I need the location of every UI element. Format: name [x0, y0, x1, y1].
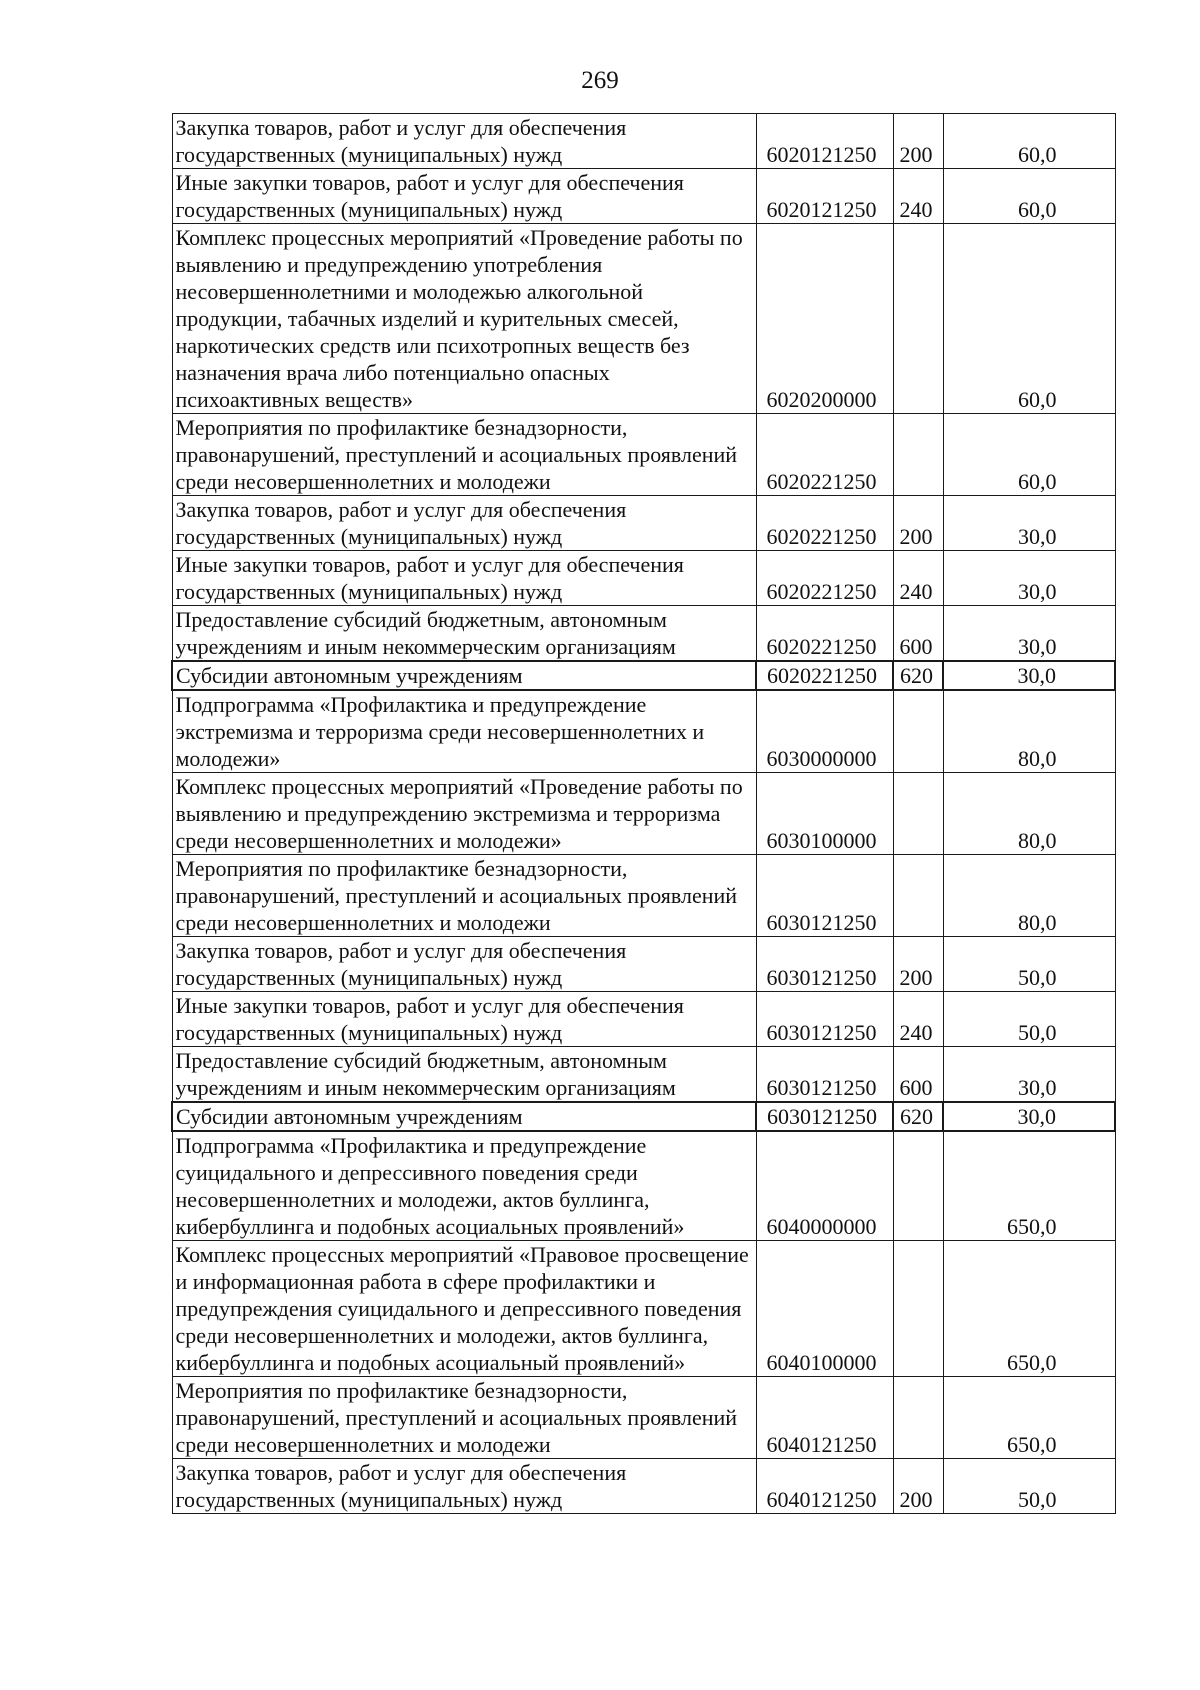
row-type: 240: [893, 169, 943, 224]
row-sum: 30,0: [943, 661, 1115, 690]
row-code: 6030121250: [756, 937, 893, 992]
table-row: [172, 690, 1115, 773]
row-sum: 30,0: [943, 606, 1115, 662]
row-sum: 60,0: [943, 224, 1115, 414]
row-name: Закупка товаров, работ и услуг для обеспечения государственных (муниципальных) нужд: [172, 1459, 756, 1514]
row-type: 200: [893, 1459, 943, 1514]
row-code: 6030121250: [756, 992, 893, 1047]
row-sum: 30,0: [943, 496, 1115, 551]
row-sum: 80,0: [943, 773, 1115, 855]
budget-table: [171, 113, 1116, 1514]
row-code: 6020121250: [756, 114, 893, 169]
row-sum: 60,0: [943, 169, 1115, 224]
row-type: [893, 1241, 943, 1377]
row-type: [893, 855, 943, 937]
table-row: [172, 937, 1115, 992]
row-type: [893, 773, 943, 855]
row-type: 600: [893, 1047, 943, 1103]
table-row: [172, 496, 1115, 551]
row-code: 6020221250: [756, 496, 893, 551]
row-sum: 60,0: [943, 114, 1115, 169]
table-row: [172, 855, 1115, 937]
row-name: Закупка товаров, работ и услуг для обеспечения государственных (муниципальных) нужд: [172, 114, 756, 169]
table-row: [172, 114, 1115, 169]
row-sum: 650,0: [943, 1241, 1115, 1377]
row-sum: 30,0: [943, 1047, 1115, 1103]
table-body: [172, 114, 1115, 1514]
table-row: [172, 224, 1115, 414]
row-name: Мероприятия по профилактике безнадзорности, правонарушений, преступлений и асоциальных проявлений среди несовершеннолетних и молодежи: [172, 1377, 756, 1459]
row-sum: 50,0: [943, 1459, 1115, 1514]
row-code: 6030121250: [756, 1047, 893, 1103]
row-sum: 650,0: [943, 1377, 1115, 1459]
row-type: 200: [893, 496, 943, 551]
table-row: [172, 992, 1115, 1047]
row-code: 6030121250: [756, 1102, 893, 1131]
row-code: 6040100000: [756, 1241, 893, 1377]
row-code: 6040000000: [756, 1131, 893, 1241]
row-type: 600: [893, 606, 943, 662]
row-type: [893, 1131, 943, 1241]
row-code: 6020200000: [756, 224, 893, 414]
row-sum: 50,0: [943, 937, 1115, 992]
row-name: Мероприятия по профилактике безнадзорности, правонарушений, преступлений и асоциальных проявлений среди несовершеннолетних и молодежи: [172, 855, 756, 937]
row-type: [893, 414, 943, 496]
row-type: 620: [893, 1102, 943, 1131]
row-type: [893, 1377, 943, 1459]
row-name: Субсидии автономным учреждениям: [172, 1102, 756, 1131]
row-type: [893, 690, 943, 773]
table-row: [172, 661, 1115, 690]
table-row: [172, 1377, 1115, 1459]
row-code: 6020221250: [756, 606, 893, 662]
row-sum: 30,0: [943, 551, 1115, 606]
table-row: [172, 1459, 1115, 1514]
row-name: Комплекс процессных мероприятий «Проведение работы по выявлению и предупреждению употребления несовершеннолетними и молодежью алкогольной продукции, табачных изделий и курительных смесей, наркотических средств или психотропных веществ без назначения врача либо потенциально опасных психоактивных веществ»: [172, 224, 756, 414]
row-code: 6030121250: [756, 855, 893, 937]
row-sum: 30,0: [943, 1102, 1115, 1131]
page-number: 269: [581, 67, 619, 94]
row-name: Закупка товаров, работ и услуг для обеспечения государственных (муниципальных) нужд: [172, 937, 756, 992]
row-name: Закупка товаров, работ и услуг для обеспечения государственных (муниципальных) нужд: [172, 496, 756, 551]
row-code: 6040121250: [756, 1377, 893, 1459]
row-code: 6020221250: [756, 661, 893, 690]
row-type: 620: [893, 661, 943, 690]
table-row: [172, 1241, 1115, 1377]
row-name: Предоставление субсидий бюджетным, автономным учреждениям и иным некоммерческим организациям: [172, 606, 756, 662]
row-code: 6040121250: [756, 1459, 893, 1514]
row-code: 6020221250: [756, 414, 893, 496]
row-type: 200: [893, 114, 943, 169]
row-code: 6030100000: [756, 773, 893, 855]
table-row: [172, 606, 1115, 662]
row-sum: 650,0: [943, 1131, 1115, 1241]
table-row: [172, 414, 1115, 496]
row-code: 6020221250: [756, 551, 893, 606]
row-type: 200: [893, 937, 943, 992]
row-name: Комплекс процессных мероприятий «Правовое просвещение и информационная работа в сфере профилактики и предупреждения суицидального и депрессивного поведения среди несовершеннолетних и молодежи, актов буллинга, кибербуллинга и подобных асоциальный проявлений»: [172, 1241, 756, 1377]
row-sum: 50,0: [943, 992, 1115, 1047]
table-row: [172, 1131, 1115, 1241]
table-row: [172, 773, 1115, 855]
table-row: [172, 1102, 1115, 1131]
row-type: 240: [893, 992, 943, 1047]
row-type: [893, 224, 943, 414]
row-type: 240: [893, 551, 943, 606]
row-name: Иные закупки товаров, работ и услуг для обеспечения государственных (муниципальных) нужд: [172, 169, 756, 224]
row-name: Иные закупки товаров, работ и услуг для обеспечения государственных (муниципальных) нужд: [172, 551, 756, 606]
row-name: Подпрограмма «Профилактика и предупреждение экстремизма и терроризма среди несовершеннолетних и молодежи»: [172, 690, 756, 773]
row-code: 6020121250: [756, 169, 893, 224]
row-name: Подпрограмма «Профилактика и предупреждение суицидального и депрессивного поведения среди несовершеннолетних и молодежи, актов буллинга, кибербуллинга и подобных асоциальных проявлений»: [172, 1131, 756, 1241]
row-sum: 80,0: [943, 855, 1115, 937]
table-row: [172, 1047, 1115, 1103]
row-name: Субсидии автономным учреждениям: [172, 661, 756, 690]
table-row: [172, 169, 1115, 224]
row-name: Мероприятия по профилактике безнадзорности, правонарушений, преступлений и асоциальных проявлений среди несовершеннолетних и молодежи: [172, 414, 756, 496]
row-name: Комплекс процессных мероприятий «Проведение работы по выявлению и предупреждению экстремизма и терроризма среди несовершеннолетних и молодежи»: [172, 773, 756, 855]
row-name: Предоставление субсидий бюджетным, автономным учреждениям и иным некоммерческим организациям: [172, 1047, 756, 1103]
row-sum: 80,0: [943, 690, 1115, 773]
row-name: Иные закупки товаров, работ и услуг для обеспечения государственных (муниципальных) нужд: [172, 992, 756, 1047]
table-row: [172, 551, 1115, 606]
row-sum: 60,0: [943, 414, 1115, 496]
row-code: 6030000000: [756, 690, 893, 773]
